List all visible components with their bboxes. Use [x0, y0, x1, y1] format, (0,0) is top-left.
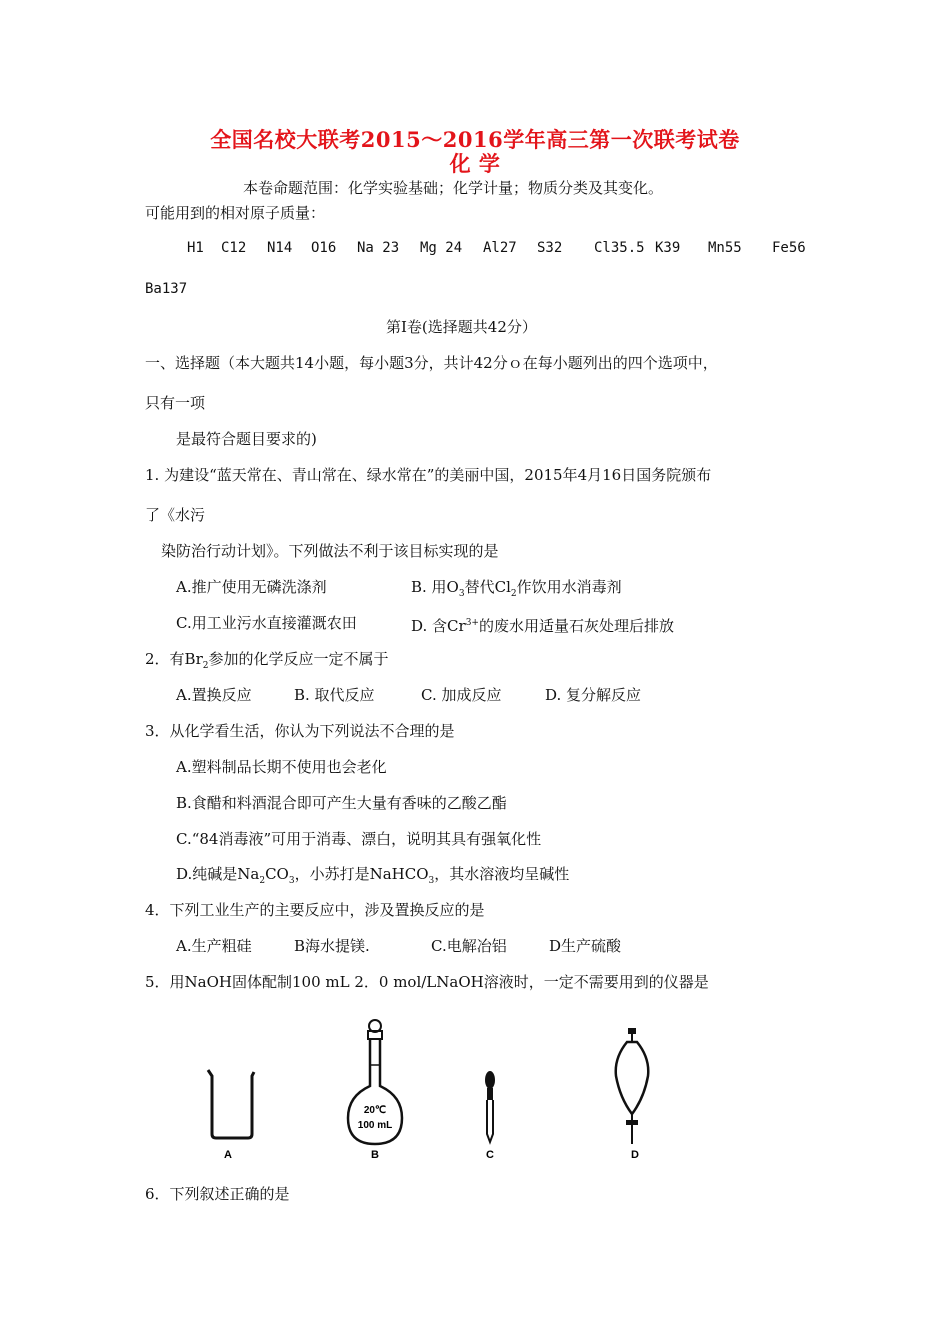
option-c: C.电解冶铝: [431, 937, 507, 955]
question-stem: 4．下列工业生产的主要反应中，涉及置换反应的是: [145, 901, 485, 919]
option-b: B. 用$O_3$替代$Cl_2$作饮用水消毒剂: [411, 578, 622, 599]
option-a: A.推广使用无磷洗涤剂: [176, 578, 327, 596]
section-instruction: 一、选择题（本大题共14小题，每小题3分，共计42分ｏ在每小题列出的四个选项中，: [145, 354, 718, 372]
option-d: D. 含$Cr^{3+}$的废水用适量石灰处理后排放: [411, 617, 674, 635]
atomic-mass-item: K39: [655, 240, 681, 256]
option-a: A.生产粗硅: [176, 937, 252, 955]
option-a: A.塑料制品长期不使用也会老化: [176, 758, 387, 776]
atomic-mass-item: Na 23: [357, 240, 400, 256]
option-d: D. 复分解反应: [545, 686, 642, 704]
option-d: D.纯碱是$Na_2CO_3$，小苏打是NaHCO$_3$，其水溶液均呈碱性: [176, 865, 570, 886]
section-title: 第Ⅰ卷(选择题共42分）: [386, 318, 537, 336]
atomic-mass-item: Ba137: [145, 281, 188, 297]
option-b: B.食醋和料酒混合即可产生大量有香味的乙酸乙酯: [176, 794, 507, 812]
label-a: A: [224, 1149, 232, 1161]
beaker-icon: [208, 1070, 254, 1138]
atomic-mass-item: H1: [187, 240, 204, 256]
question-stem: 3．从化学看生活，你认为下列说法不合理的是: [145, 722, 455, 740]
flask-volume: 100 mL: [357, 1120, 393, 1131]
question-stem: 5．用NaOH固体配制100 mL 2．0 mol/LNaOH溶液时，一定不需要用到的仪器是: [145, 973, 709, 991]
option-b: B海水提镁.: [294, 937, 370, 955]
label-c: C: [486, 1149, 494, 1161]
atomic-mass-item: Mg 24: [420, 240, 463, 256]
atomic-mass-label: 可能用到的相对原子质量：: [145, 204, 326, 222]
atomic-mass-item: Cl35.5: [594, 240, 645, 256]
atomic-mass-item: C12: [221, 240, 247, 256]
label-d: D: [631, 1149, 639, 1161]
atomic-mass-item: N14: [267, 240, 293, 256]
exam-title: 全国名校大联考2015～2016学年高三第一次联考试卷: [210, 127, 740, 152]
question-stem: 2．有$Br_2$参加的化学反应一定不属于: [145, 650, 389, 671]
section-instruction: 只有一项: [145, 394, 206, 412]
section-instruction: 是最符合题目要求的): [176, 430, 317, 448]
option-a: A.置换反应: [176, 686, 252, 704]
option-c: C. 加成反应: [421, 686, 502, 704]
separatory-funnel-icon: [616, 1028, 649, 1144]
atomic-mass-item: Mn55: [708, 240, 742, 256]
atomic-mass-item: S32: [537, 240, 563, 256]
subject-title: 化 学: [449, 151, 501, 176]
atomic-mass-item: Al27: [483, 240, 517, 256]
atomic-mass-item: O16: [311, 240, 337, 256]
atomic-mass-item: Fe56: [772, 240, 806, 256]
question-stem: 1. 为建设“蓝天常在、青山常在、绿水常在”的美丽中国，2015年4月16日国务院颁布: [145, 466, 712, 484]
option-b: B. 取代反应: [294, 686, 375, 704]
question-6-stem: 6．下列叙述正确的是: [145, 1185, 290, 1203]
label-b: B: [371, 1149, 379, 1161]
option-d: D生产硫酸: [549, 937, 622, 955]
question-stem: 染防治行动计划》。下列做法不利于该目标实现的是: [161, 542, 499, 560]
dropper-icon: [485, 1071, 495, 1142]
option-c: C.“84消毒液”可用于消毒、漂白，说明其具有强氧化性: [176, 830, 542, 848]
flask-temperature: 20℃: [363, 1105, 387, 1116]
exam-scope: 本卷命题范围：化学实验基础；化学计量；物质分类及其变化。: [243, 179, 664, 197]
option-c: C.用工业污水直接灌溉农田: [176, 614, 357, 632]
question-stem: 了《水污: [145, 506, 206, 524]
lab-apparatus-figure: [190, 1010, 750, 1170]
